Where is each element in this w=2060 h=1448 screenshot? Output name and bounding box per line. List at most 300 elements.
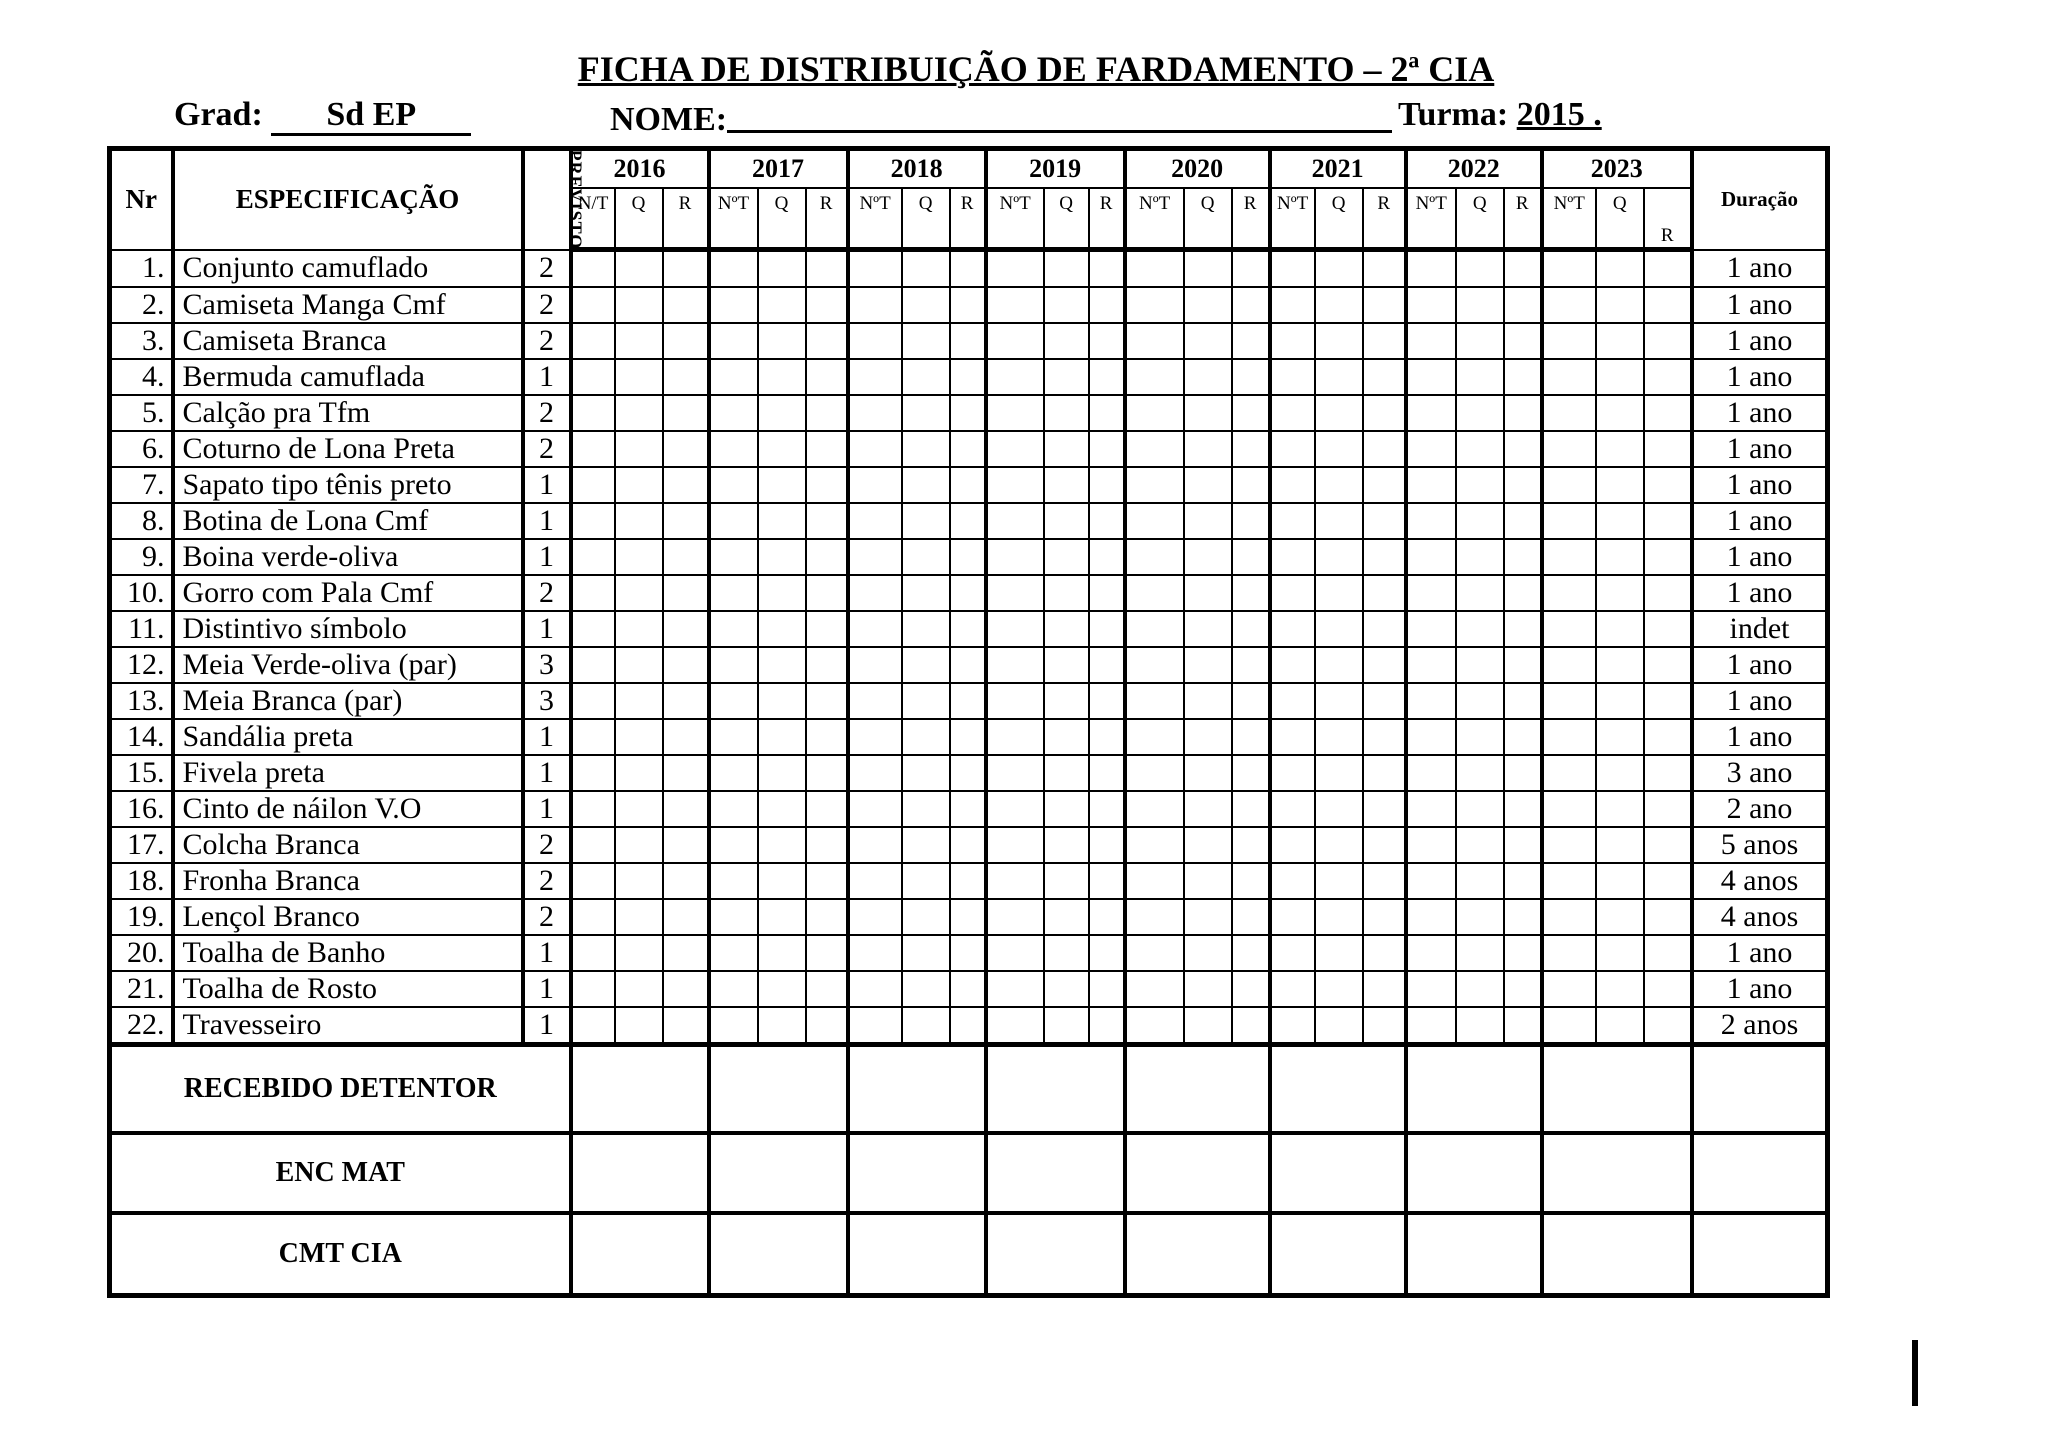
cell-q-2023[interactable]: [1596, 719, 1644, 755]
cell-nt-2018[interactable]: [848, 899, 902, 935]
cell-q-2022[interactable]: [1456, 863, 1504, 899]
cell-q-2017[interactable]: [758, 503, 806, 539]
turma-value[interactable]: 2015 .: [1516, 96, 1602, 133]
signature-cell-recebido-detentor-2019[interactable]: [986, 1045, 1125, 1134]
cell-r-2020[interactable]: [1232, 395, 1270, 431]
cell-q-2018[interactable]: [902, 791, 950, 827]
cell-r-2023[interactable]: [1644, 971, 1692, 1007]
cell-r-2018[interactable]: [950, 611, 986, 647]
cell-q-2016[interactable]: [615, 323, 663, 359]
cell-q-2018[interactable]: [902, 683, 950, 719]
cell-nt-2018[interactable]: [848, 431, 902, 467]
cell-r-2016[interactable]: [663, 611, 709, 647]
cell-nt-2018[interactable]: [848, 323, 902, 359]
cell-nt-2019[interactable]: [986, 395, 1044, 431]
cell-nt-2017[interactable]: [709, 1007, 758, 1045]
cell-q-2022[interactable]: [1456, 683, 1504, 719]
cell-nt-2023[interactable]: [1542, 971, 1596, 1007]
cell-r-2021[interactable]: [1363, 611, 1406, 647]
cell-nt-2020[interactable]: [1125, 287, 1184, 323]
cell-r-2023[interactable]: [1644, 791, 1692, 827]
cell-nt-2018[interactable]: [848, 250, 902, 288]
cell-nt-2022[interactable]: [1406, 359, 1456, 395]
cell-r-2017[interactable]: [806, 431, 848, 467]
cell-nt-2023[interactable]: [1542, 935, 1596, 971]
cell-nt-2023[interactable]: [1542, 503, 1596, 539]
cell-q-2021[interactable]: [1315, 395, 1363, 431]
cell-nt-2023[interactable]: [1542, 431, 1596, 467]
signature-cell-enc-mat-2019[interactable]: [986, 1133, 1125, 1213]
cell-q-2017[interactable]: [758, 431, 806, 467]
cell-q-2018[interactable]: [902, 755, 950, 791]
cell-q-2023[interactable]: [1596, 250, 1644, 288]
cell-nt-2023[interactable]: [1542, 647, 1596, 683]
cell-q-2017[interactable]: [758, 287, 806, 323]
cell-r-2019[interactable]: [1089, 755, 1125, 791]
cell-r-2022[interactable]: [1504, 935, 1542, 971]
cell-nt-2017[interactable]: [709, 647, 758, 683]
cell-r-2016[interactable]: [663, 575, 709, 611]
cell-r-2016[interactable]: [663, 467, 709, 503]
cell-nt-2018[interactable]: [848, 827, 902, 863]
cell-r-2021[interactable]: [1363, 863, 1406, 899]
cell-r-2021[interactable]: [1363, 467, 1406, 503]
cell-r-2019[interactable]: [1089, 503, 1125, 539]
cell-nt-2022[interactable]: [1406, 647, 1456, 683]
cell-nt-2017[interactable]: [709, 323, 758, 359]
cell-q-2019[interactable]: [1044, 971, 1089, 1007]
cell-r-2022[interactable]: [1504, 575, 1542, 611]
cell-nt-2020[interactable]: [1125, 683, 1184, 719]
cell-r-2020[interactable]: [1232, 575, 1270, 611]
cell-r-2022[interactable]: [1504, 467, 1542, 503]
cell-q-2017[interactable]: [758, 250, 806, 288]
cell-q-2019[interactable]: [1044, 503, 1089, 539]
cell-nt-2016[interactable]: [571, 323, 615, 359]
cell-r-2017[interactable]: [806, 287, 848, 323]
cell-r-2023[interactable]: [1644, 503, 1692, 539]
cell-q-2019[interactable]: [1044, 827, 1089, 863]
cell-q-2022[interactable]: [1456, 539, 1504, 575]
cell-nt-2022[interactable]: [1406, 1007, 1456, 1045]
cell-nt-2022[interactable]: [1406, 503, 1456, 539]
cell-nt-2023[interactable]: [1542, 791, 1596, 827]
cell-q-2020[interactable]: [1184, 539, 1232, 575]
cell-r-2019[interactable]: [1089, 611, 1125, 647]
cell-r-2019[interactable]: [1089, 971, 1125, 1007]
cell-nt-2022[interactable]: [1406, 395, 1456, 431]
cell-q-2022[interactable]: [1456, 935, 1504, 971]
cell-nt-2022[interactable]: [1406, 431, 1456, 467]
cell-r-2019[interactable]: [1089, 1007, 1125, 1045]
cell-nt-2022[interactable]: [1406, 575, 1456, 611]
cell-nt-2016[interactable]: [571, 647, 615, 683]
cell-q-2022[interactable]: [1456, 719, 1504, 755]
cell-r-2016[interactable]: [663, 719, 709, 755]
cell-nt-2021[interactable]: [1270, 863, 1315, 899]
cell-nt-2021[interactable]: [1270, 611, 1315, 647]
cell-q-2019[interactable]: [1044, 287, 1089, 323]
cell-q-2021[interactable]: [1315, 575, 1363, 611]
cell-r-2016[interactable]: [663, 899, 709, 935]
cell-nt-2021[interactable]: [1270, 719, 1315, 755]
signature-cell-recebido-detentor-2017[interactable]: [709, 1045, 848, 1134]
cell-q-2019[interactable]: [1044, 719, 1089, 755]
cell-q-2023[interactable]: [1596, 935, 1644, 971]
cell-r-2018[interactable]: [950, 899, 986, 935]
signature-cell-cmt-cia-2016[interactable]: [571, 1213, 709, 1296]
cell-nt-2021[interactable]: [1270, 971, 1315, 1007]
cell-q-2022[interactable]: [1456, 755, 1504, 791]
cell-q-2016[interactable]: [615, 683, 663, 719]
cell-nt-2021[interactable]: [1270, 827, 1315, 863]
signature-cell-recebido-detentor-2022[interactable]: [1406, 1045, 1542, 1134]
cell-r-2023[interactable]: [1644, 467, 1692, 503]
cell-nt-2018[interactable]: [848, 647, 902, 683]
cell-nt-2017[interactable]: [709, 539, 758, 575]
cell-q-2017[interactable]: [758, 539, 806, 575]
cell-nt-2020[interactable]: [1125, 791, 1184, 827]
cell-q-2023[interactable]: [1596, 287, 1644, 323]
cell-q-2023[interactable]: [1596, 539, 1644, 575]
cell-r-2021[interactable]: [1363, 935, 1406, 971]
cell-nt-2023[interactable]: [1542, 359, 1596, 395]
cell-r-2023[interactable]: [1644, 431, 1692, 467]
cell-q-2023[interactable]: [1596, 575, 1644, 611]
cell-q-2020[interactable]: [1184, 719, 1232, 755]
cell-q-2023[interactable]: [1596, 755, 1644, 791]
cell-q-2023[interactable]: [1596, 359, 1644, 395]
cell-r-2019[interactable]: [1089, 899, 1125, 935]
cell-nt-2018[interactable]: [848, 719, 902, 755]
cell-nt-2023[interactable]: [1542, 719, 1596, 755]
cell-q-2023[interactable]: [1596, 1007, 1644, 1045]
cell-r-2021[interactable]: [1363, 827, 1406, 863]
signature-cell-enc-mat-2023[interactable]: [1542, 1133, 1692, 1213]
cell-nt-2018[interactable]: [848, 287, 902, 323]
cell-nt-2020[interactable]: [1125, 971, 1184, 1007]
cell-r-2017[interactable]: [806, 791, 848, 827]
signature-cell-enc-mat-2021[interactable]: [1270, 1133, 1406, 1213]
cell-nt-2022[interactable]: [1406, 827, 1456, 863]
cell-nt-2018[interactable]: [848, 755, 902, 791]
cell-nt-2019[interactable]: [986, 1007, 1044, 1045]
cell-nt-2018[interactable]: [848, 683, 902, 719]
cell-r-2018[interactable]: [950, 575, 986, 611]
cell-r-2019[interactable]: [1089, 575, 1125, 611]
cell-q-2023[interactable]: [1596, 899, 1644, 935]
cell-r-2019[interactable]: [1089, 935, 1125, 971]
cell-r-2023[interactable]: [1644, 395, 1692, 431]
cell-nt-2016[interactable]: [571, 827, 615, 863]
cell-r-2020[interactable]: [1232, 863, 1270, 899]
cell-r-2020[interactable]: [1232, 935, 1270, 971]
cell-r-2017[interactable]: [806, 323, 848, 359]
cell-nt-2019[interactable]: [986, 431, 1044, 467]
cell-q-2017[interactable]: [758, 467, 806, 503]
cell-r-2023[interactable]: [1644, 1007, 1692, 1045]
cell-r-2020[interactable]: [1232, 611, 1270, 647]
cell-nt-2020[interactable]: [1125, 431, 1184, 467]
cell-q-2022[interactable]: [1456, 395, 1504, 431]
cell-r-2021[interactable]: [1363, 971, 1406, 1007]
cell-nt-2019[interactable]: [986, 467, 1044, 503]
cell-nt-2018[interactable]: [848, 359, 902, 395]
cell-r-2017[interactable]: [806, 1007, 848, 1045]
cell-r-2018[interactable]: [950, 647, 986, 683]
cell-nt-2018[interactable]: [848, 1007, 902, 1045]
cell-r-2017[interactable]: [806, 539, 848, 575]
cell-nt-2019[interactable]: [986, 683, 1044, 719]
signature-cell-cmt-cia-2023[interactable]: [1542, 1213, 1692, 1296]
cell-q-2023[interactable]: [1596, 683, 1644, 719]
cell-nt-2020[interactable]: [1125, 359, 1184, 395]
cell-r-2017[interactable]: [806, 611, 848, 647]
cell-nt-2020[interactable]: [1125, 250, 1184, 288]
cell-nt-2017[interactable]: [709, 935, 758, 971]
cell-r-2022[interactable]: [1504, 287, 1542, 323]
cell-q-2016[interactable]: [615, 467, 663, 503]
cell-r-2023[interactable]: [1644, 575, 1692, 611]
cell-r-2016[interactable]: [663, 503, 709, 539]
cell-r-2022[interactable]: [1504, 647, 1542, 683]
cell-q-2022[interactable]: [1456, 899, 1504, 935]
cell-q-2019[interactable]: [1044, 755, 1089, 791]
cell-q-2023[interactable]: [1596, 791, 1644, 827]
cell-r-2017[interactable]: [806, 250, 848, 288]
cell-r-2016[interactable]: [663, 791, 709, 827]
signature-cell-recebido-detentor-2020[interactable]: [1125, 1045, 1270, 1134]
cell-q-2019[interactable]: [1044, 611, 1089, 647]
cell-r-2019[interactable]: [1089, 431, 1125, 467]
signature-cell-cmt-cia-2018[interactable]: [848, 1213, 986, 1296]
cell-nt-2020[interactable]: [1125, 1007, 1184, 1045]
cell-q-2019[interactable]: [1044, 863, 1089, 899]
cell-q-2020[interactable]: [1184, 647, 1232, 683]
cell-nt-2017[interactable]: [709, 575, 758, 611]
cell-q-2017[interactable]: [758, 935, 806, 971]
cell-q-2017[interactable]: [758, 863, 806, 899]
cell-r-2022[interactable]: [1504, 683, 1542, 719]
cell-r-2018[interactable]: [950, 791, 986, 827]
cell-nt-2016[interactable]: [571, 791, 615, 827]
cell-r-2017[interactable]: [806, 827, 848, 863]
cell-q-2022[interactable]: [1456, 431, 1504, 467]
cell-q-2020[interactable]: [1184, 935, 1232, 971]
cell-r-2019[interactable]: [1089, 863, 1125, 899]
cell-r-2017[interactable]: [806, 755, 848, 791]
cell-r-2023[interactable]: [1644, 935, 1692, 971]
cell-r-2020[interactable]: [1232, 467, 1270, 503]
signature-cell-enc-mat-2017[interactable]: [709, 1133, 848, 1213]
cell-r-2017[interactable]: [806, 647, 848, 683]
cell-r-2016[interactable]: [663, 827, 709, 863]
cell-r-2022[interactable]: [1504, 971, 1542, 1007]
cell-nt-2019[interactable]: [986, 719, 1044, 755]
cell-r-2018[interactable]: [950, 250, 986, 288]
cell-nt-2019[interactable]: [986, 250, 1044, 288]
nome-input-line[interactable]: [727, 96, 1392, 133]
cell-nt-2019[interactable]: [986, 791, 1044, 827]
cell-r-2018[interactable]: [950, 323, 986, 359]
cell-nt-2020[interactable]: [1125, 935, 1184, 971]
cell-nt-2022[interactable]: [1406, 755, 1456, 791]
cell-q-2021[interactable]: [1315, 647, 1363, 683]
cell-q-2019[interactable]: [1044, 647, 1089, 683]
cell-r-2020[interactable]: [1232, 755, 1270, 791]
cell-q-2018[interactable]: [902, 863, 950, 899]
cell-q-2021[interactable]: [1315, 250, 1363, 288]
signature-cell-cmt-cia-2020[interactable]: [1125, 1213, 1270, 1296]
cell-q-2017[interactable]: [758, 755, 806, 791]
cell-nt-2017[interactable]: [709, 611, 758, 647]
cell-q-2022[interactable]: [1456, 647, 1504, 683]
cell-nt-2023[interactable]: [1542, 755, 1596, 791]
cell-nt-2016[interactable]: [571, 287, 615, 323]
cell-r-2022[interactable]: [1504, 611, 1542, 647]
cell-r-2022[interactable]: [1504, 250, 1542, 288]
cell-nt-2020[interactable]: [1125, 395, 1184, 431]
cell-r-2021[interactable]: [1363, 539, 1406, 575]
cell-q-2019[interactable]: [1044, 431, 1089, 467]
cell-q-2016[interactable]: [615, 287, 663, 323]
cell-r-2019[interactable]: [1089, 323, 1125, 359]
cell-nt-2019[interactable]: [986, 323, 1044, 359]
cell-nt-2019[interactable]: [986, 899, 1044, 935]
cell-nt-2016[interactable]: [571, 863, 615, 899]
signature-cell-recebido-detentor-2021[interactable]: [1270, 1045, 1406, 1134]
cell-q-2021[interactable]: [1315, 719, 1363, 755]
cell-nt-2016[interactable]: [571, 539, 615, 575]
cell-q-2021[interactable]: [1315, 683, 1363, 719]
cell-q-2017[interactable]: [758, 971, 806, 1007]
cell-nt-2020[interactable]: [1125, 647, 1184, 683]
cell-q-2023[interactable]: [1596, 431, 1644, 467]
cell-r-2019[interactable]: [1089, 647, 1125, 683]
cell-q-2016[interactable]: [615, 539, 663, 575]
cell-q-2017[interactable]: [758, 719, 806, 755]
cell-q-2020[interactable]: [1184, 827, 1232, 863]
cell-r-2023[interactable]: [1644, 611, 1692, 647]
cell-q-2023[interactable]: [1596, 395, 1644, 431]
cell-r-2019[interactable]: [1089, 683, 1125, 719]
cell-q-2016[interactable]: [615, 647, 663, 683]
cell-r-2021[interactable]: [1363, 1007, 1406, 1045]
cell-q-2020[interactable]: [1184, 431, 1232, 467]
cell-r-2018[interactable]: [950, 359, 986, 395]
cell-nt-2020[interactable]: [1125, 755, 1184, 791]
cell-r-2016[interactable]: [663, 935, 709, 971]
cell-q-2022[interactable]: [1456, 575, 1504, 611]
cell-r-2023[interactable]: [1644, 719, 1692, 755]
cell-nt-2018[interactable]: [848, 611, 902, 647]
cell-q-2019[interactable]: [1044, 1007, 1089, 1045]
cell-nt-2023[interactable]: [1542, 899, 1596, 935]
cell-q-2023[interactable]: [1596, 467, 1644, 503]
cell-nt-2018[interactable]: [848, 791, 902, 827]
cell-q-2016[interactable]: [615, 863, 663, 899]
cell-nt-2019[interactable]: [986, 647, 1044, 683]
grad-value[interactable]: Sd EP: [271, 97, 471, 136]
cell-nt-2022[interactable]: [1406, 791, 1456, 827]
cell-nt-2017[interactable]: [709, 250, 758, 288]
cell-nt-2022[interactable]: [1406, 683, 1456, 719]
cell-nt-2019[interactable]: [986, 935, 1044, 971]
cell-nt-2018[interactable]: [848, 971, 902, 1007]
cell-q-2020[interactable]: [1184, 899, 1232, 935]
cell-nt-2021[interactable]: [1270, 431, 1315, 467]
cell-r-2023[interactable]: [1644, 323, 1692, 359]
cell-q-2022[interactable]: [1456, 791, 1504, 827]
cell-q-2019[interactable]: [1044, 683, 1089, 719]
cell-q-2021[interactable]: [1315, 971, 1363, 1007]
signature-cell-enc-mat-2018[interactable]: [848, 1133, 986, 1213]
cell-q-2020[interactable]: [1184, 683, 1232, 719]
cell-r-2023[interactable]: [1644, 827, 1692, 863]
cell-nt-2022[interactable]: [1406, 250, 1456, 288]
cell-nt-2022[interactable]: [1406, 719, 1456, 755]
signature-cell-recebido-detentor-2016[interactable]: [571, 1045, 709, 1134]
cell-q-2017[interactable]: [758, 647, 806, 683]
cell-q-2022[interactable]: [1456, 250, 1504, 288]
cell-nt-2016[interactable]: [571, 467, 615, 503]
cell-r-2022[interactable]: [1504, 395, 1542, 431]
cell-nt-2016[interactable]: [571, 1007, 615, 1045]
cell-r-2023[interactable]: [1644, 250, 1692, 288]
cell-r-2023[interactable]: [1644, 755, 1692, 791]
cell-r-2020[interactable]: [1232, 647, 1270, 683]
cell-nt-2019[interactable]: [986, 863, 1044, 899]
cell-nt-2017[interactable]: [709, 287, 758, 323]
cell-q-2020[interactable]: [1184, 467, 1232, 503]
signature-cell-cmt-cia-2017[interactable]: [709, 1213, 848, 1296]
cell-nt-2018[interactable]: [848, 539, 902, 575]
cell-nt-2022[interactable]: [1406, 899, 1456, 935]
cell-nt-2017[interactable]: [709, 719, 758, 755]
cell-q-2021[interactable]: [1315, 1007, 1363, 1045]
cell-nt-2021[interactable]: [1270, 647, 1315, 683]
cell-nt-2021[interactable]: [1270, 899, 1315, 935]
cell-nt-2021[interactable]: [1270, 575, 1315, 611]
cell-r-2020[interactable]: [1232, 791, 1270, 827]
cell-q-2019[interactable]: [1044, 467, 1089, 503]
cell-r-2018[interactable]: [950, 719, 986, 755]
cell-q-2017[interactable]: [758, 791, 806, 827]
cell-r-2022[interactable]: [1504, 827, 1542, 863]
cell-r-2022[interactable]: [1504, 431, 1542, 467]
cell-q-2018[interactable]: [902, 359, 950, 395]
cell-nt-2019[interactable]: [986, 503, 1044, 539]
cell-r-2016[interactable]: [663, 539, 709, 575]
cell-q-2020[interactable]: [1184, 971, 1232, 1007]
cell-q-2023[interactable]: [1596, 323, 1644, 359]
cell-r-2016[interactable]: [663, 287, 709, 323]
cell-r-2020[interactable]: [1232, 827, 1270, 863]
signature-cell-enc-mat-2022[interactable]: [1406, 1133, 1542, 1213]
cell-r-2020[interactable]: [1232, 287, 1270, 323]
cell-nt-2016[interactable]: [571, 935, 615, 971]
cell-nt-2017[interactable]: [709, 503, 758, 539]
cell-q-2017[interactable]: [758, 827, 806, 863]
cell-r-2021[interactable]: [1363, 899, 1406, 935]
cell-q-2018[interactable]: [902, 935, 950, 971]
cell-nt-2019[interactable]: [986, 359, 1044, 395]
cell-q-2017[interactable]: [758, 611, 806, 647]
cell-q-2017[interactable]: [758, 899, 806, 935]
cell-q-2017[interactable]: [758, 1007, 806, 1045]
cell-nt-2023[interactable]: [1542, 827, 1596, 863]
cell-r-2018[interactable]: [950, 971, 986, 1007]
